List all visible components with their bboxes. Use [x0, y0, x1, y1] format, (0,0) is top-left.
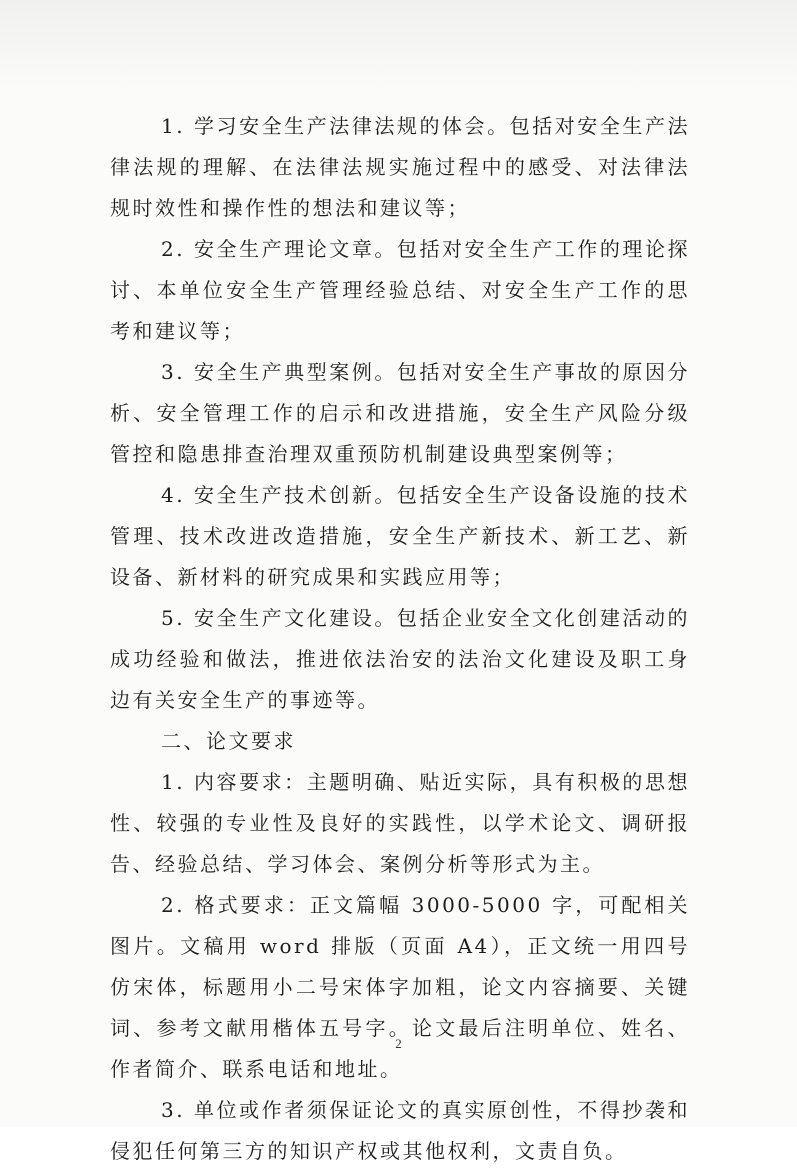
- document-body: [110, 106, 690, 1172]
- paragraph-item-1: 1. 学习安全生产法律法规的体会。包括对安全生产法律法规的理解、在法律法规实施过程中的感受、对法律法规时效性和操作性的想法和建议等；: [110, 114, 690, 220]
- page-number: 2: [395, 1036, 402, 1051]
- requirement-item-3: 3. 单位或作者须保证论文的真实原创性，不得抄袭和侵犯任何第三方的知识产权或其他权利，文责自负。: [110, 1098, 690, 1163]
- paragraph-item-4: 4. 安全生产技术创新。包括安全生产设备设施的技术管理、技术改进改造措施，安全生产新技术、新工艺、新设备、新材料的研究成果和实践应用等；: [110, 483, 690, 589]
- paragraph-item-5: 5. 安全生产文化建设。包括企业安全文化创建活动的成功经验和做法，推进依法治安的法治文化建设及职工身边有关安全生产的事迹等。: [110, 606, 690, 712]
- paragraph-item-2: 2. 安全生产理论文章。包括对安全生产工作的理论探讨、本单位安全生产管理经验总结、对安全生产工作的思考和建议等；: [110, 237, 690, 343]
- scan-shade: [0, 0, 797, 90]
- section-heading: 二、论文要求: [161, 729, 296, 753]
- requirement-item-1: 1. 内容要求：主题明确、贴近实际，具有积极的思想性、较强的专业性及良好的实践性，以学术论文、调研报告、经验总结、学习体会、案例分析等形式为主。: [110, 770, 690, 876]
- paragraph-item-3: 3. 安全生产典型案例。包括对安全生产事故的原因分析、安全管理工作的启示和改进措施，安全生产风险分级管控和隐患排查治理双重预防机制建设典型案例等；: [110, 360, 690, 466]
- requirement-item-2: 2. 格式要求：正文篇幅 3000-5000 字，可配相关图片。文稿用 word 排版（页面 A4），正文统一用四号仿宋体，标题用小二号宋体字加粗，论文内容摘要、关键词、参考文献用楷体五号字。论文最后注明单位、姓名、作者简介、联系电话和地址。: [110, 893, 690, 1081]
